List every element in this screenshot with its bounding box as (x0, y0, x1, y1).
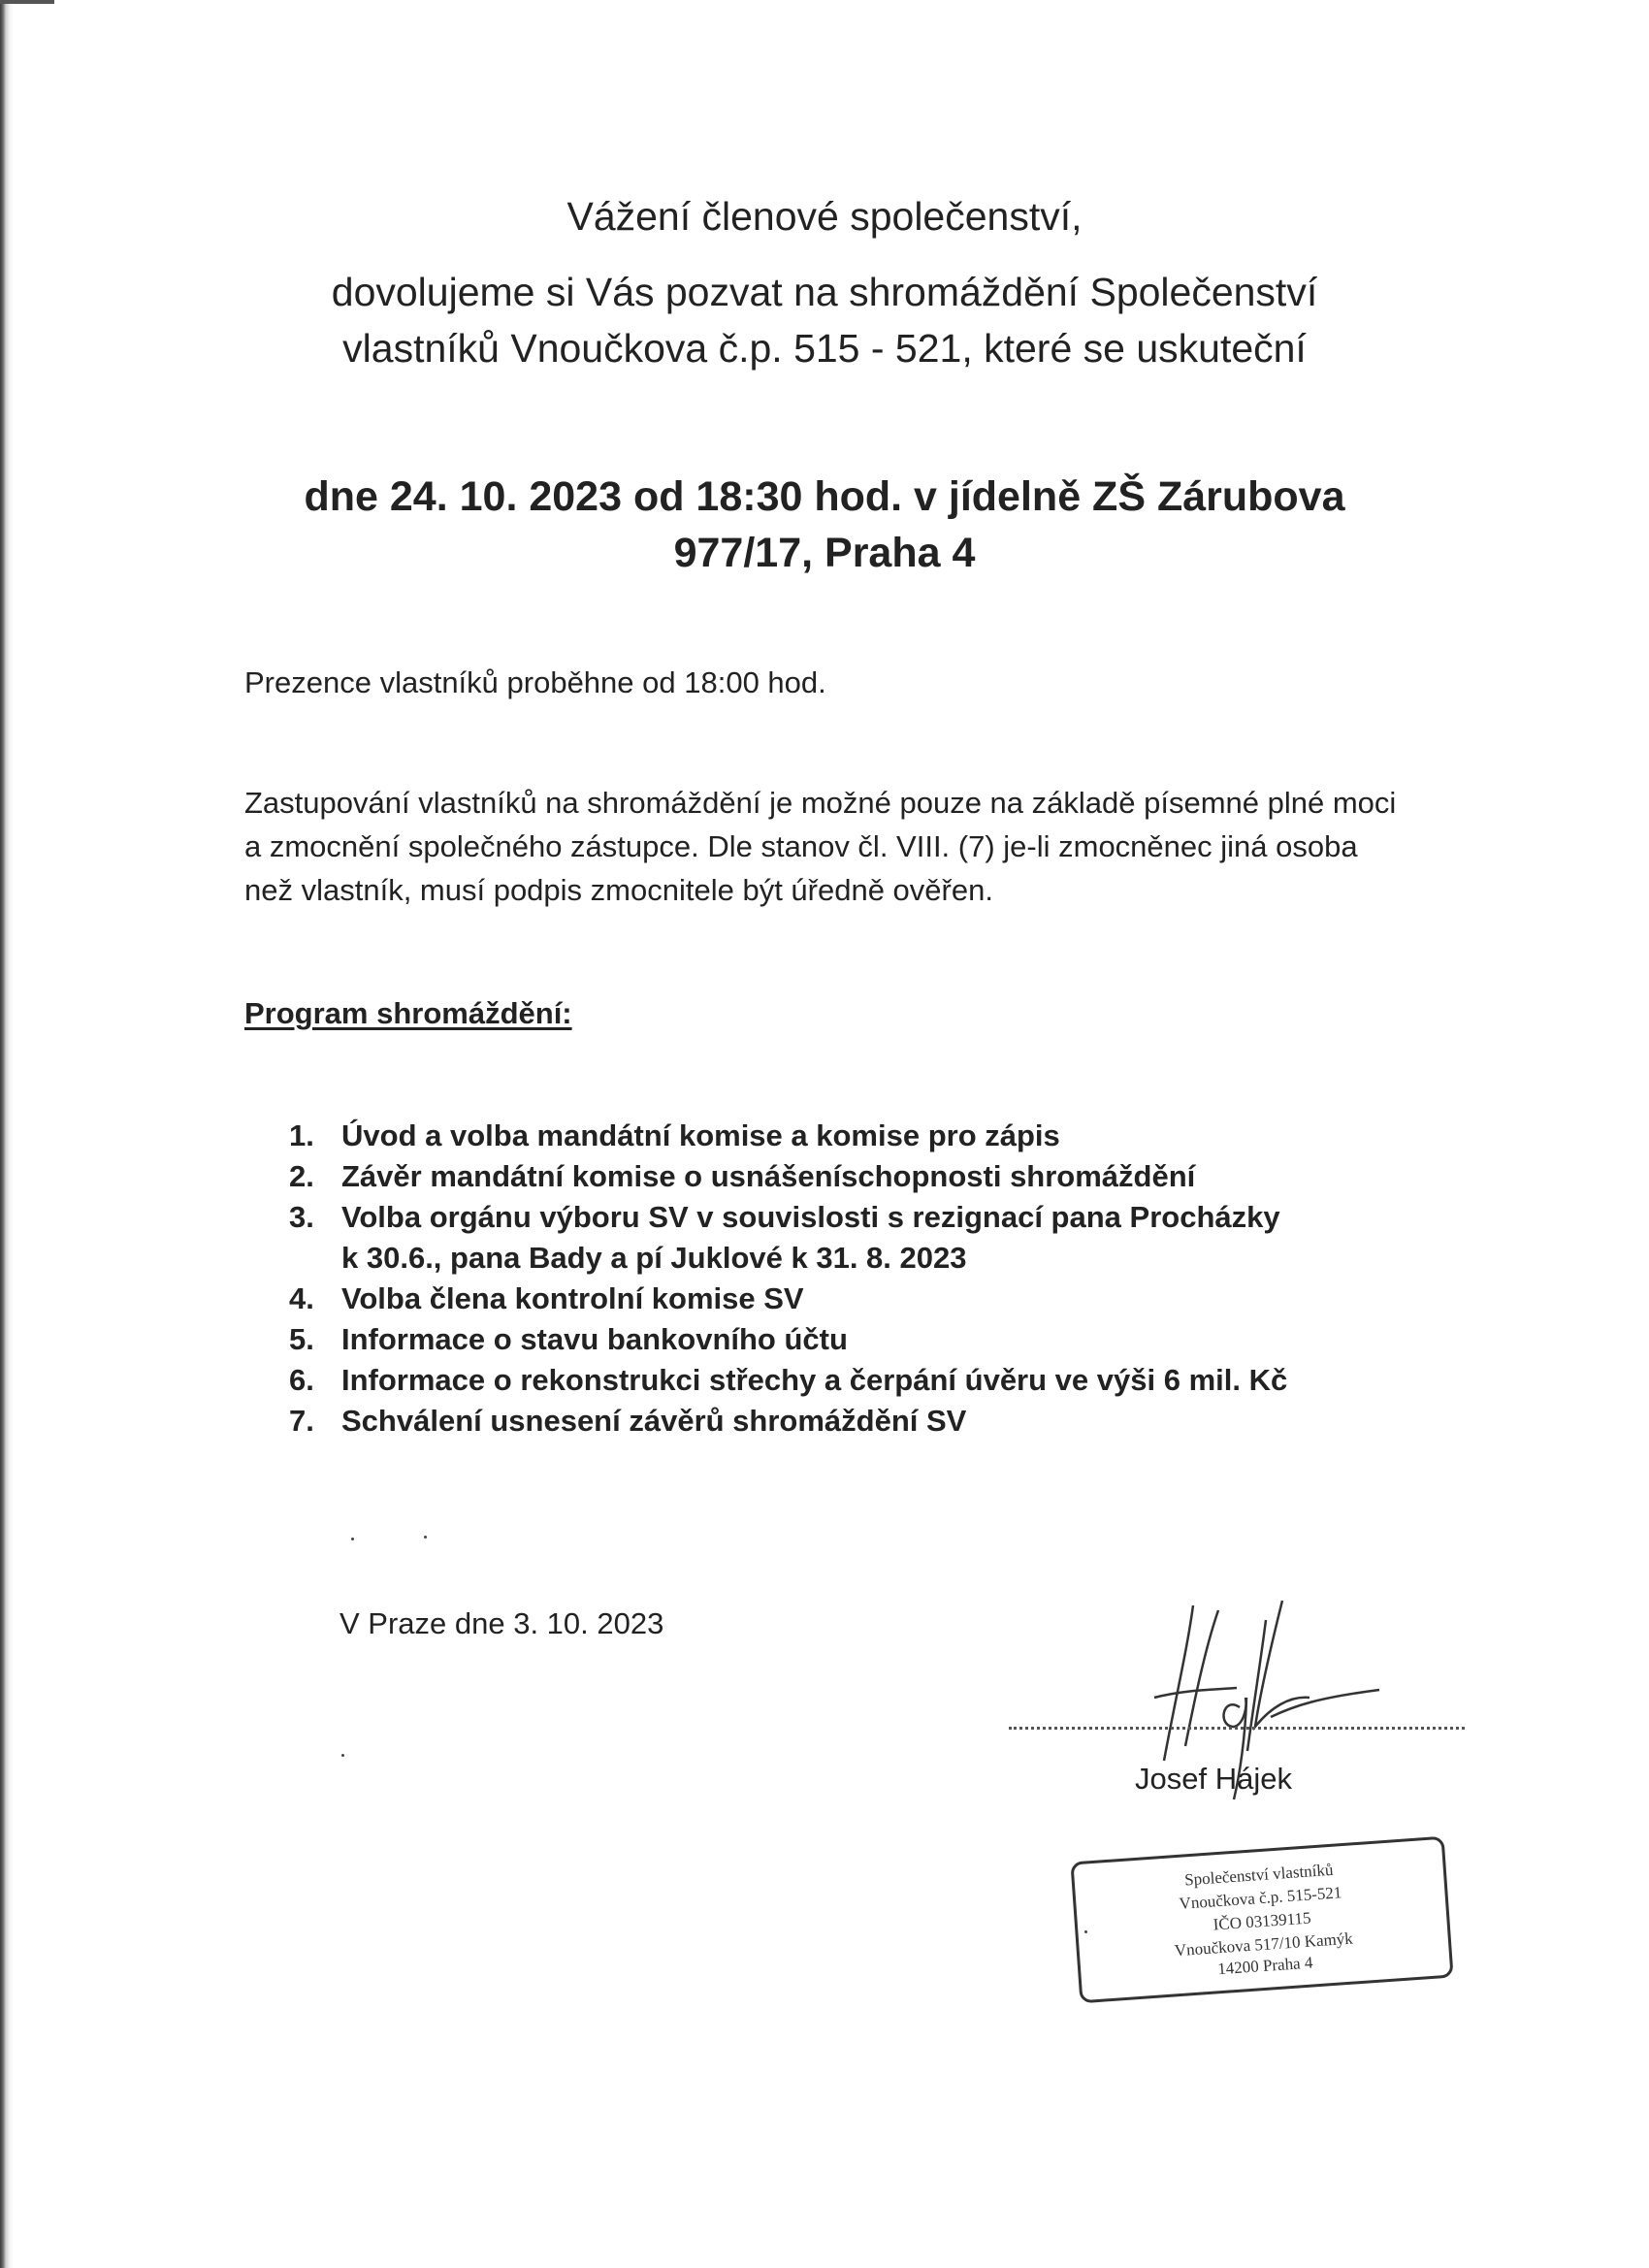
representation-line-2: a zmocnění společného zástupce. Dle stanov čl. VIII. (7) je-li zmocněnec jiná osoba (244, 829, 1358, 863)
agenda-item (289, 1279, 1287, 1319)
stamp-line: 14200 Praha 4 (1216, 1953, 1313, 1979)
agenda-item-number: 4. (289, 1281, 314, 1315)
presence-note: Prezence vlastníků proběhne od 18:00 hod. (244, 665, 826, 699)
scan-speck (424, 1536, 427, 1539)
agenda-item-text: Úvod a volba mandátní komise a komise pro zápis (341, 1118, 1060, 1152)
agenda-item-number: 7. (289, 1404, 314, 1438)
stamp-line: Společenství vlastníků (1183, 1860, 1334, 1890)
organization-stamp (1070, 1836, 1453, 2004)
stamp-line: Vnoučkova č.p. 515-521 (1178, 1883, 1342, 1913)
agenda-item-text: Volba člena kontrolní komise SV (341, 1281, 804, 1315)
scan-speck (341, 1754, 344, 1757)
scan-mark (0, 0, 54, 4)
stamp-line: IČO 03139115 (1212, 1908, 1312, 1934)
agenda-item (289, 1116, 1287, 1156)
meeting-date-line-2: 977/17, Praha 4 (673, 530, 976, 576)
representation-line-3: než vlastník, musí podpis zmocnitele být úředně ověřen. (244, 873, 993, 907)
signature-line (1009, 1727, 1465, 1730)
agenda-item-text: Informace o stavu bankovního účtu (341, 1322, 848, 1356)
agenda-item (289, 1319, 1287, 1360)
greeting: Vážení členové společenství, (566, 194, 1083, 239)
place-and-date: V Praze dne 3. 10. 2023 (340, 1606, 664, 1640)
agenda-item-text: Volba orgánu výboru SV v souvislosti s rezignací pana Procházky (341, 1200, 1280, 1234)
scan-speck (351, 1538, 354, 1540)
meeting-date-line-1: dne 24. 10. 2023 od 18:30 hod. v jídelně ZŠ Zárubova (304, 473, 1345, 520)
agenda-item-number: 6. (289, 1363, 314, 1397)
signatory-name: Josef Hájek (1135, 1762, 1292, 1796)
agenda-item (289, 1401, 1287, 1442)
agenda-item-continuation: k 30.6., pana Bady a pí Juklové k 31. 8. 2023 (341, 1241, 967, 1275)
agenda-item-number: 3. (289, 1200, 314, 1234)
agenda-item-number: 2. (289, 1159, 314, 1193)
intro-line-1: dovolujeme si Vás pozvat na shromáždění Společenství (331, 270, 1318, 314)
agenda-item-text: Informace o rekonstrukci střechy a čerpání úvěru ve výši 6 mil. Kč (341, 1363, 1288, 1397)
agenda-item (289, 1360, 1287, 1401)
agenda-item (289, 1197, 1287, 1279)
stamp-line: Vnoučkova 517/10 Kamýk (1174, 1928, 1354, 1960)
representation-line-1: Zastupování vlastníků na shromáždění je možné pouze na základě písemné plné moci (244, 786, 1397, 820)
program-heading: Program shromáždění: (244, 996, 572, 1030)
agenda-item-text: Závěr mandátní komise o usnášeníschopnosti shromáždění (341, 1159, 1196, 1193)
agenda-list (289, 1116, 1287, 1442)
agenda-item (289, 1156, 1287, 1197)
agenda-item-number: 1. (289, 1118, 314, 1152)
agenda-item-text: Schválení usnesení závěrů shromáždění SV (341, 1404, 967, 1438)
agenda-item-number: 5. (289, 1322, 314, 1356)
intro-line-2: vlastníků Vnoučkova č.p. 515 - 521, které se uskuteční (342, 326, 1307, 371)
